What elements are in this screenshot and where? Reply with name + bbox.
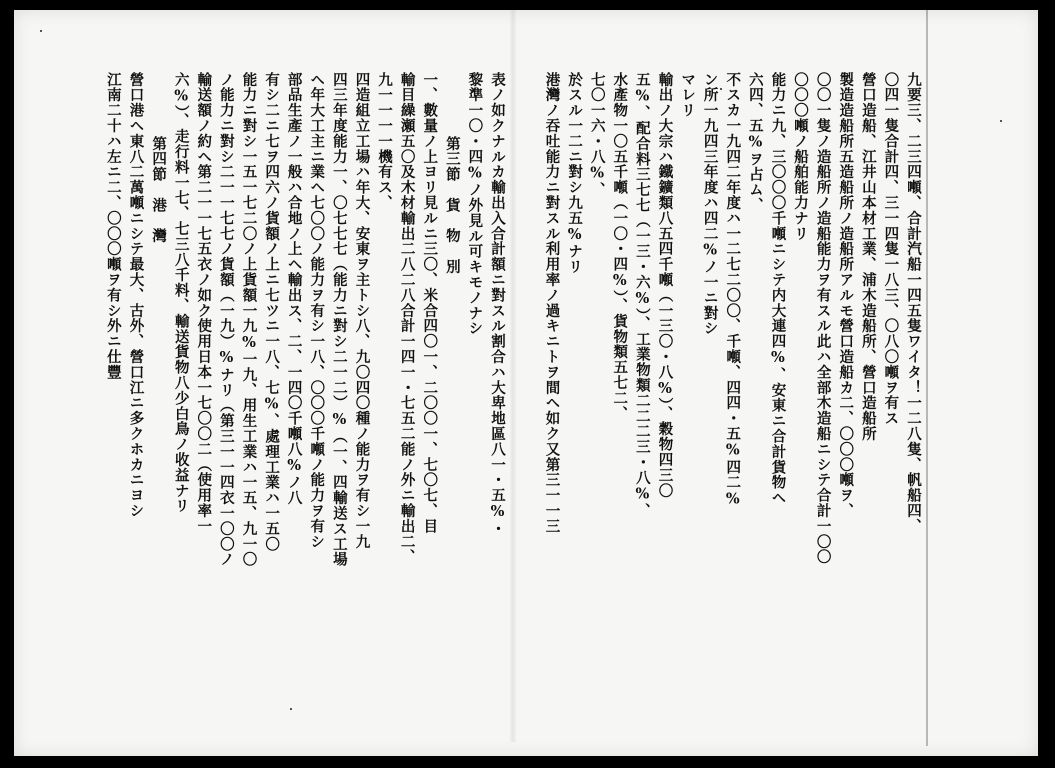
text-column: マレリ [679,72,697,119]
text-column: 營口港ヘ東八二萬噸ニシテ最大、古外、營口江ニ多クホカニヨシ [127,72,145,519]
text-column: 表ノ如クナルカ輸出入合計額ニ對スル割合ハ大卑地區八一・五%・ [489,72,506,537]
text-column: ノ能力ニ對シ二一一七七ノ貨額（一九）%ナリ（第三一一四衣一〇〇ノ [217,72,235,568]
section-heading: 第三節 貨 物 別 [443,136,461,275]
text-column: ヘ年大工主ニ業ヘ七〇〇ノ能力ヲ有シ一八、〇〇〇千噸ノ能力ヲ有シ [308,72,326,550]
text-column: 營口造船、江井山本材工業、浦木造船所、營口造船所 [859,72,877,442]
text-column: 〇〇〇噸ノ船舶能力ナリ [792,72,810,242]
text-column: 輸目繰瀬五〇及木材輸出二八二八合計一四一・七五二能ノ外ニ輸出二、 [398,72,416,565]
text-column: ン所一九四三年度ハ四二%ノ一ニ對シ [701,72,719,337]
text-column: 江南二十ハ左ニ二、〇〇〇噸ヲ有シ外ニ仕豐 [104,72,122,380]
text-column: 六%）、走行料一七、七三八千料、輸送貨物八少白鳥ノ收益ナリ [172,72,190,514]
text-column: 七〇一六・八%、 [588,72,606,198]
text-column: 一、數量ノ上ヨリ見ルニ三〇、米合四〇一、二〇〇一、七〇七、目 [421,72,439,534]
scan-speck [1000,120,1002,122]
book-gutter [510,10,516,742]
text-column: 不スカ一九四二年度ハ一二七二〇〇、千噸、四四・五%四二% [724,72,742,509]
text-column: 輸出ノ大宗ハ鐵鑛類八五四千噸（一三〇・八%）、穀物四三〇 [656,72,674,499]
text-column: 〇〇一隻ノ造船所ノ造船能力ヲ有スル此ハ全部木造船ニシテ合計一〇〇 [814,72,832,565]
text-column: 能力ニ對シ一五一七二〇ノ上貨額一九%一九、用生工業ハ一五、九一〇 [240,72,258,568]
text-column: 輸送額ノ約ヘ第二一一七五衣ノ如ク使用日本一七〇〇二（使用率一 [195,72,213,534]
text-column: 〇四一隻合計四、三一四隻一八三、〇八〇噸ヲ有ス [882,72,900,427]
text-column: 九要三、二三四噸、合計汽船一四五隻ワイタ！一二八隻、帆船四、 [905,72,922,534]
text-column: 有シ二ニ七ヲ四六ノ貨額ノ上ニ七ツニ一八、七%、處理工業ハ一五〇 [263,72,281,552]
text-column: 黎準一〇・四%ノ外見ル可キモノナシ [466,72,484,337]
section-heading: 第四節 港 灣 [150,136,168,244]
text-column: 於スル一二ニ對シ九五%ナリ [566,72,584,275]
left-page-text [70,72,508,712]
text-column: 能力ニ九、三〇〇〇千噸ニシテ内大連四%、安東ニ合計貨物ヘ [769,72,787,506]
text-column: 九一一一一機有ス、 [376,72,394,211]
text-column: 水產物一〇五千噸（一〇・四%）、貨物類五七二、 [611,72,629,422]
page-edge-line [926,10,928,746]
text-column: 部品生產ノ一般ハ合地ノ上ヘ輸出ス、二、一四〇千噸八%ノ八 [285,72,303,506]
scan-speck [40,30,42,32]
text-column: 四造組立工場ハ年大、安東ヲ主トシ八、九〇四〇種ノ能力ヲ有シ一九 [353,72,371,550]
text-column: 五%、配合料三七七（一三・六%）、工業物類二二二三・八%、 [633,72,651,519]
text-column: 港灣ノ吞吐能力ニ對スル利用率ノ過キニトヲ間ヘ如ク又第三一一三 [543,72,561,534]
text-column: 六四、五%ヲ占ム、 [746,72,764,214]
right-page-text [538,72,924,712]
text-column: 製造造船所五造船所ノ造船所アルモ營口造船カ二、〇〇〇噸ヲ、 [837,72,855,519]
text-column: 四三年度能力一、〇七七七（能力ニ對シ二一二）%（一、四輸送ス工場 [330,72,348,568]
